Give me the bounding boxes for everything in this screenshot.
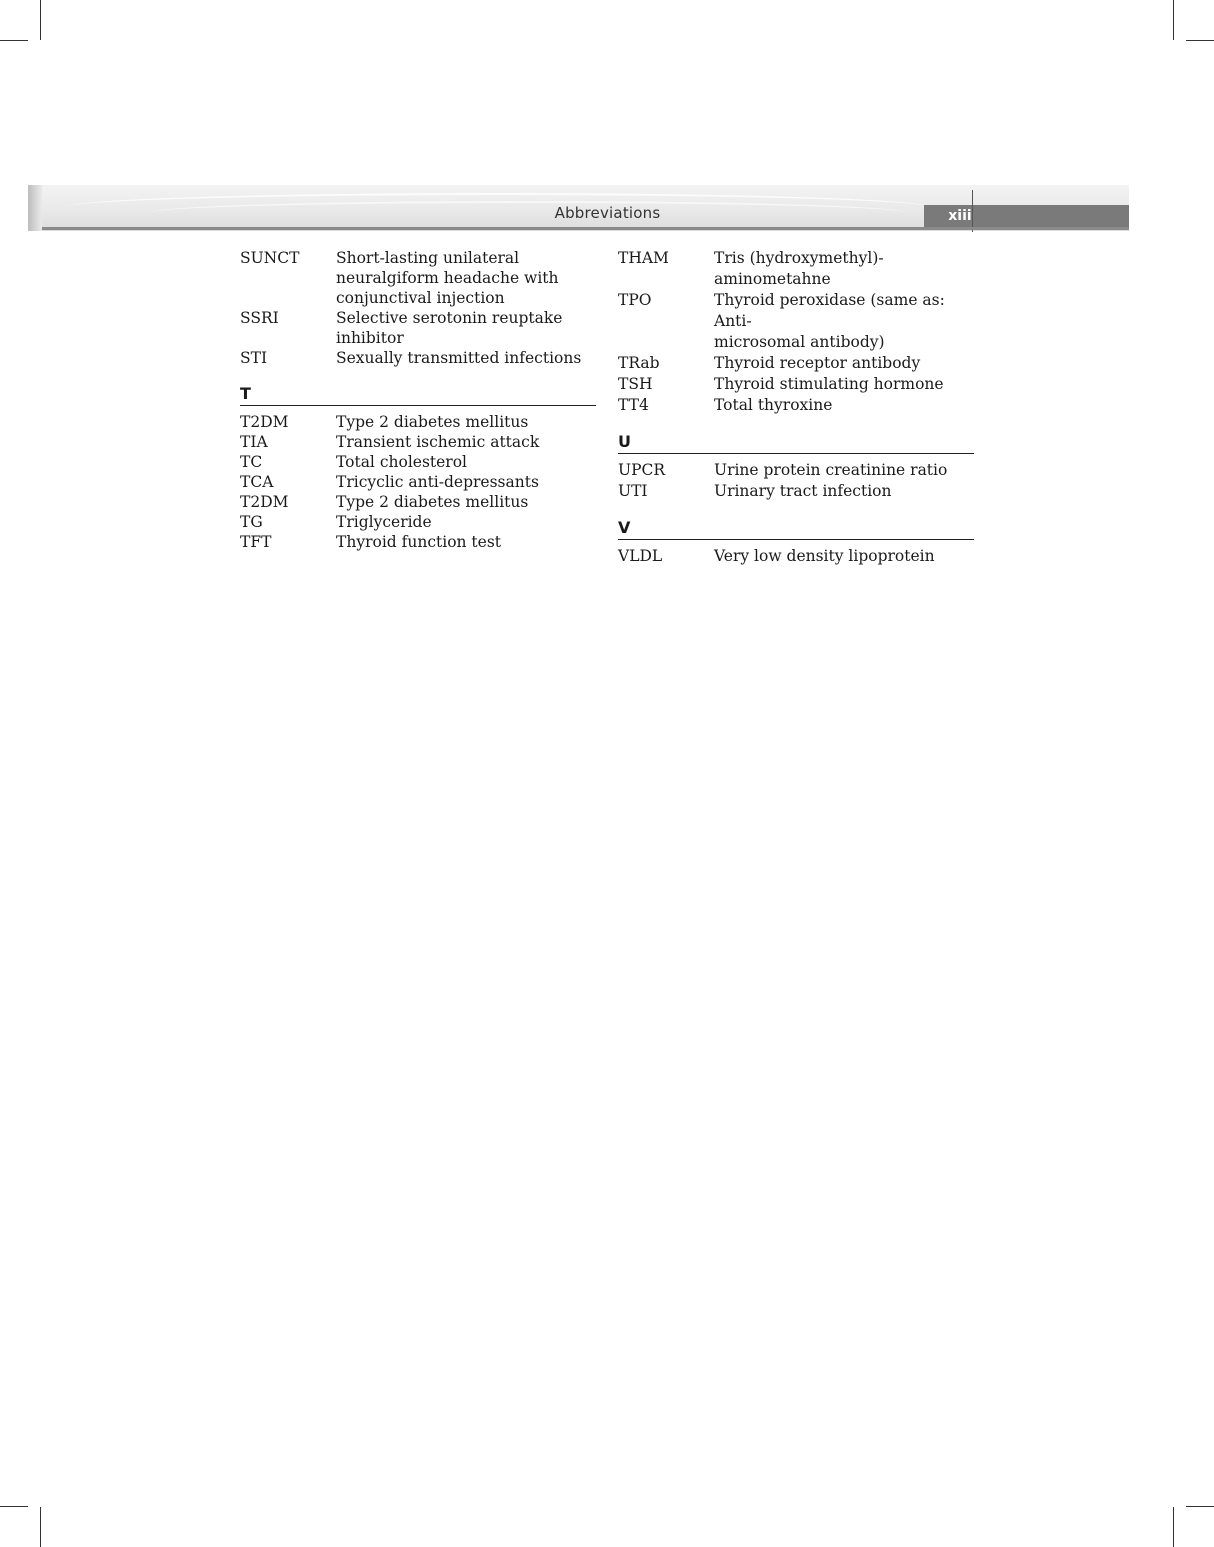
- abbreviation-definition: [714, 290, 974, 353]
- definition-line: Short-lasting unilateral: [336, 249, 520, 267]
- definition-line: Type 2 diabetes mellitus: [336, 493, 529, 511]
- page-number: xiii: [948, 208, 972, 224]
- abbreviation-entry: [618, 395, 974, 416]
- abbreviation-term: TRab: [618, 354, 660, 372]
- abbreviation-entry: [618, 481, 974, 502]
- definition-line: Total thyroxine: [714, 396, 833, 414]
- abbreviation-entry: [240, 432, 596, 452]
- abbreviation-term: TCA: [240, 473, 274, 491]
- abbreviation-definition: [336, 492, 596, 512]
- definition-line: neuralgiform headache with: [336, 269, 559, 287]
- definition-line: Thyroid receptor antibody: [714, 354, 921, 372]
- abbreviation-definition: [336, 248, 596, 308]
- abbreviation-term: STI: [240, 349, 268, 367]
- abbreviation-entry: [240, 472, 596, 492]
- section-letter-heading: T: [240, 384, 596, 406]
- abbreviation-definition: [336, 472, 596, 492]
- abbreviation-term: TT4: [618, 396, 649, 414]
- abbreviation-term: THAM: [618, 249, 669, 267]
- abbreviation-term: TPO: [618, 291, 652, 309]
- definition-line: inhibitor: [336, 329, 404, 347]
- running-header-title: Abbreviations: [554, 204, 661, 222]
- definition-line: Type 2 diabetes mellitus: [336, 413, 529, 431]
- abbreviation-term: TFT: [240, 533, 272, 551]
- abbreviation-definition: [336, 432, 596, 452]
- abbreviation-entry: [618, 374, 974, 395]
- crop-mark: [40, 0, 41, 40]
- abbreviation-definition: [336, 532, 596, 552]
- definition-line: Tricyclic anti-depressants: [336, 473, 539, 491]
- abbreviation-entry: [240, 532, 596, 552]
- definition-line: Thyroid peroxidase (same as: Anti-: [714, 291, 945, 330]
- abbreviation-definition: [714, 248, 974, 290]
- abbreviation-definition: [714, 460, 974, 481]
- definition-line: Very low density lipoprotein: [714, 547, 935, 565]
- abbreviation-term: T2DM: [240, 413, 289, 431]
- abbreviation-term: SUNCT: [240, 249, 300, 267]
- definition-line: Urinary tract infection: [714, 482, 892, 500]
- abbreviation-entry: [618, 290, 974, 353]
- abbreviation-entry: [618, 248, 974, 290]
- abbreviation-section: [240, 248, 596, 368]
- definition-line: aminometahne: [714, 270, 831, 288]
- header-rule: [42, 227, 1129, 230]
- abbreviation-definition: [336, 348, 596, 368]
- section-letter-heading: V: [618, 518, 974, 540]
- abbreviation-term: UPCR: [618, 461, 666, 479]
- crop-mark: [40, 1507, 41, 1547]
- crop-mark: [1173, 1507, 1174, 1547]
- right-column: [618, 248, 974, 567]
- abbreviation-definition: [714, 546, 974, 567]
- crop-mark: [1186, 1506, 1214, 1507]
- abbreviation-definition: [714, 353, 974, 374]
- abbreviation-entry: [240, 512, 596, 532]
- definition-line: Sexually transmitted infections: [336, 349, 582, 367]
- definition-line: Triglyceride: [336, 513, 432, 531]
- definition-line: Thyroid stimulating hormone: [714, 375, 944, 393]
- definition-line: Total cholesterol: [336, 453, 468, 471]
- section-letter-heading: U: [618, 432, 974, 454]
- definition-line: Tris (hydroxymethyl)-: [714, 249, 884, 267]
- crop-mark: [1186, 40, 1214, 41]
- abbreviation-term: SSRI: [240, 309, 279, 327]
- abbreviation-term: VLDL: [618, 547, 663, 565]
- abbreviation-entry: [240, 248, 596, 308]
- abbreviation-section: [618, 248, 974, 416]
- abbreviation-term: TIA: [240, 433, 268, 451]
- abbreviation-entry: [240, 308, 596, 348]
- abbreviation-entry: [618, 353, 974, 374]
- abbreviation-definition: [714, 374, 974, 395]
- definition-line: Urine protein creatinine ratio: [714, 461, 948, 479]
- crop-mark: [0, 1506, 28, 1507]
- crop-mark: [1173, 0, 1174, 40]
- abbreviation-entry: [240, 412, 596, 432]
- abbreviation-definition: [336, 308, 596, 348]
- definition-line: Thyroid function test: [336, 533, 502, 551]
- abbreviation-entry: [618, 546, 974, 567]
- abbreviation-entry: [240, 348, 596, 368]
- definition-line: Transient ischemic attack: [336, 433, 540, 451]
- abbreviation-definition: [336, 412, 596, 432]
- definition-line: Selective serotonin reuptake: [336, 309, 563, 327]
- abbreviation-term: UTI: [618, 482, 648, 500]
- abbreviation-entry: [240, 452, 596, 472]
- abbreviation-section: [618, 432, 974, 502]
- abbreviation-definition: [714, 395, 974, 416]
- abbreviation-term: T2DM: [240, 493, 289, 511]
- definition-line: conjunctival injection: [336, 289, 505, 307]
- abbreviation-section: [240, 384, 596, 552]
- abbreviation-section: [618, 518, 974, 567]
- abbreviation-definition: [336, 452, 596, 472]
- abbreviation-entry: [240, 492, 596, 512]
- abbreviation-term: TG: [240, 513, 263, 531]
- abbreviation-term: TSH: [618, 375, 653, 393]
- abbreviation-term: TC: [240, 453, 263, 471]
- left-column: [240, 248, 596, 552]
- abbreviation-entry: [618, 460, 974, 481]
- crop-mark: [0, 40, 28, 41]
- abbreviation-definition: [336, 512, 596, 532]
- definition-line: microsomal antibody): [714, 333, 885, 351]
- abbreviation-definition: [714, 481, 974, 502]
